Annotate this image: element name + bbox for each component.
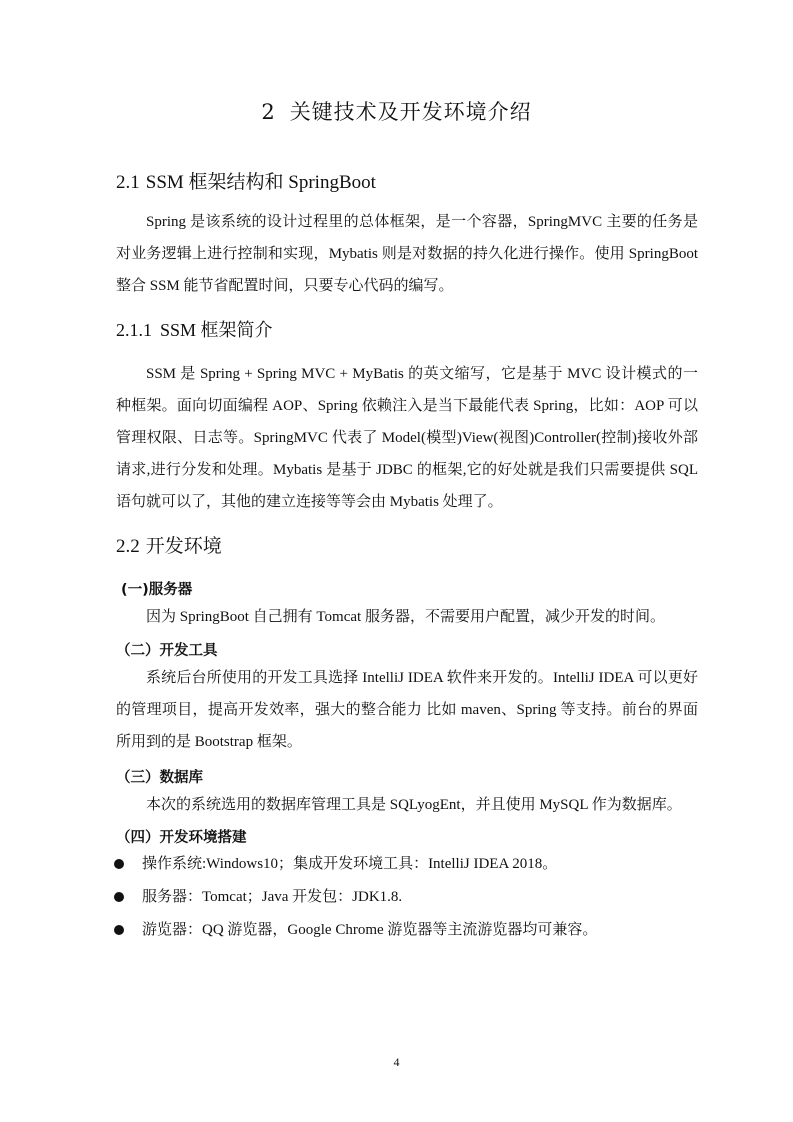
chapter-title [0,96,793,126]
chapter-number: 2 [261,100,276,124]
section-heading-2-2 [116,531,222,558]
section-number: 2.2 [116,536,140,557]
subheading-database: （三）数据库 [116,770,203,786]
section-2-1-1-paragraph: SSM 是 Spring + Spring MVC + MyBatis 的英文缩写，它是基于 MVC 设计模式的一种框架。面向切面编程 AOP、Spring 依赖注入是当下最能代表 Spring，比如：AOP 可以管理权限、日志等。SpringMVC 代表了 Model(模型)View(视图)Controller(控制)接收外部请求,进行分发和处理。Mybatis 是基于 JDBC 的框架,它的好处就是我们只需要提供 SQL 语句就可以了，其他的建立连接等等会由 Mybatis 处理了。 [116,366,698,510]
env-setup-list [116,848,716,947]
server-paragraph: 因为 SpringBoot 自己拥有 Tomcat 服务器，不需要用户配置，减少开发的时间。 [146,609,665,625]
list-item-text: 操作系统:Windows10；集成开发环境工具：IntelliJ IDEA 2018。 [142,856,558,872]
section-title: SSM 框架简介 [160,320,273,340]
dev-tools-paragraph: 系统后台所使用的开发工具选择 IntelliJ IDEA 软件来开发的。IntelliJ IDEA 可以更好的管理项目，提高开发效率，强大的整合能力 比如 maven、Spring 等支持。前台的界面所用到的是 Bootstrap 框架。 [116,670,698,750]
section-number: 2.1.1 [116,320,152,340]
section-title: SSM 框架结构和 SpringBoot [145,172,376,193]
list-item [116,848,716,881]
subheading-server: (一)服务器 [121,582,193,598]
section-number: 2.1 [116,172,140,193]
list-item [116,914,716,947]
section-title: 开发环境 [145,536,222,557]
database-paragraph: 本次的系统选用的数据库管理工具是 SQLyogEnt，并且使用 MySQL 作为数据库。 [146,797,682,813]
section-heading-2-1-1 [116,316,273,342]
bullet-icon [114,925,124,935]
list-item-text: 游览器：QQ 游览器，Google Chrome 游览器等主流游览器均可兼容。 [142,922,598,938]
list-item-text: 服务器：Tomcat；Java 开发包：JDK1.8. [142,889,403,905]
list-item [116,881,716,914]
bullet-icon [114,859,124,869]
section-heading-2-1 [116,167,376,194]
subheading-env-setup: （四）开发环境搭建 [116,830,247,846]
chapter-title-text: 关键技术及开发环境介绍 [289,100,532,124]
page-number: 4 [393,1055,400,1069]
section-2-1-paragraph: Spring 是该系统的设计过程里的总体框架，是一个容器，SpringMVC 主要的任务是对业务逻辑上进行控制和实现，Mybatis 则是对数据的持久化进行操作。使用 SpringBoot 整合 SSM 能节省配置时间，只要专心代码的编写。 [116,214,698,294]
subheading-dev-tools: （二）开发工具 [116,643,218,659]
bullet-icon [114,892,124,902]
